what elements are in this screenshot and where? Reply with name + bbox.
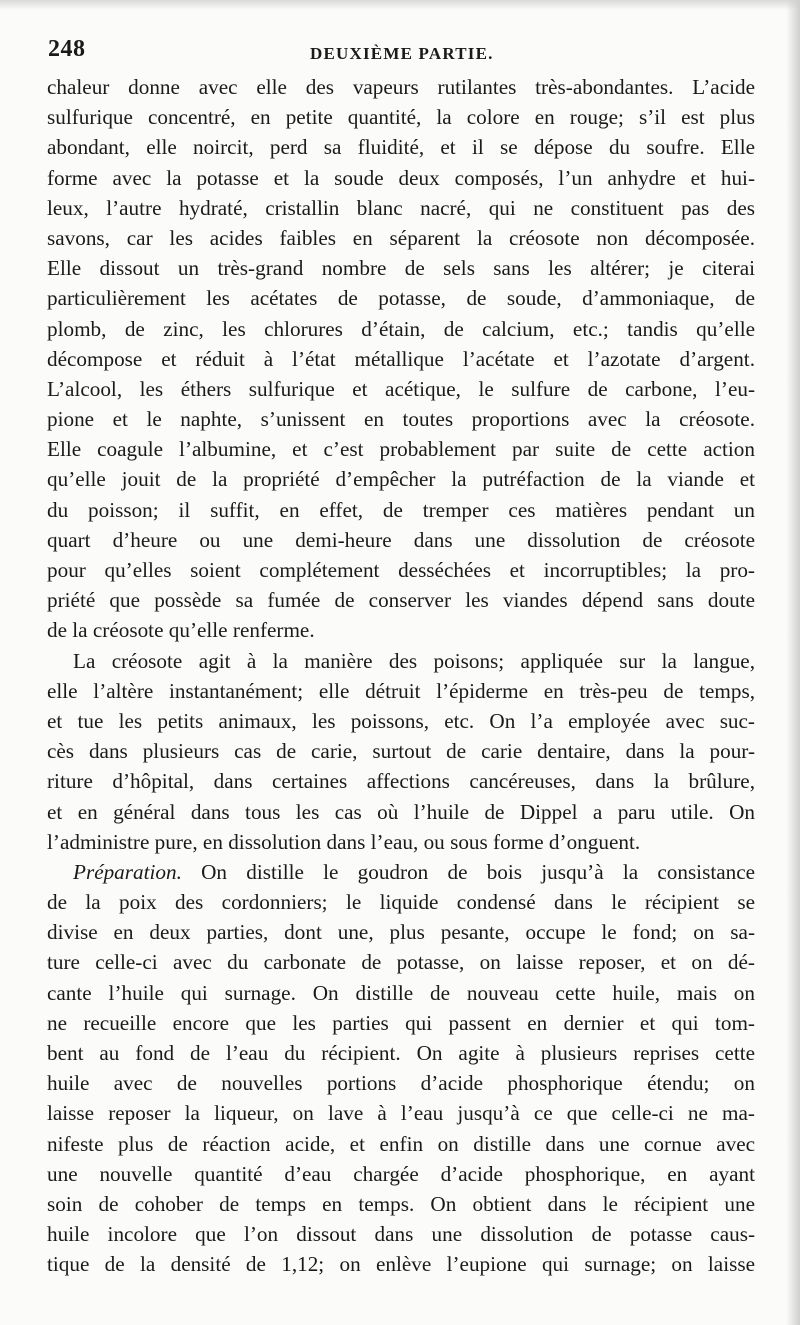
text-line: quart d’heure ou une demi-heure dans une dissolution de créosote	[47, 527, 755, 552]
text-line: leux, l’autre hydraté, cristallin blanc nacré, qui ne constituent pas des	[47, 195, 755, 220]
scan-shadow-top	[0, 0, 800, 10]
running-header	[48, 36, 754, 66]
text-line: riture d’hôpital, dans certaines affections cancéreuses, dans la brûlure,	[47, 769, 755, 794]
text-line: bent au fond de l’eau du récipient. On agite à plusieurs reprises cette	[47, 1041, 755, 1065]
text-line: laisse reposer la liqueur, on lave à l’eau jusqu’à ce que celle-ci ne ma-	[47, 1101, 755, 1126]
text-line: savons, car les acides faibles en séparent la créosote non décomposée.	[47, 225, 755, 250]
text-line: pione et le naphte, s’unissent en toutes proportions avec la créosote.	[47, 407, 755, 432]
text-line: pour qu’elles soient complétement desséchées et incorruptibles; la pro-	[47, 558, 755, 582]
section-lead-word: Préparation.	[73, 859, 182, 884]
text-line: de la poix des cordonniers; le liquide condensé dans le récipient se	[47, 890, 755, 915]
text-line: L’alcool, les éthers sulfurique et acétique, le sulfure de carbone, l’eu-	[47, 376, 755, 401]
text-line: plomb, de zinc, les chlorures d’étain, de calcium, etc.; tandis qu’elle	[47, 316, 755, 341]
text-line: l’administre pure, en dissolution dans l’eau, ou sous forme d’onguent.	[47, 829, 641, 854]
text-line: divise en deux parties, dont une, plus pesante, occupe le fond; on sa-	[47, 920, 755, 945]
text-line: La créosote agit à la manière des poisons; appliquée sur la langue,	[73, 648, 755, 673]
scan-shadow-right	[786, 0, 800, 1325]
text-line: elle l’altère instantanément; elle détruit l’épiderme en très-peu de temps,	[47, 678, 755, 703]
running-title: DEUXIÈME PARTIE.	[310, 44, 494, 63]
text-line: une nouvelle quantité d’eau chargée d’acide phosphorique, en ayant	[47, 1161, 755, 1186]
text-line: particulièrement les acétates de potasse, de soude, d’ammoniaque, de	[47, 286, 755, 311]
text-line: priété que possède sa fumée de conserver les viandes dépend sans doute	[47, 588, 755, 613]
text-line: Elle coagule l’albumine, et c’est probablement par suite de cette action	[47, 437, 755, 462]
text-line: et en général dans tous les cas où l’huile de Dippel a paru utile. On	[47, 799, 755, 824]
text-line: soin de cohober de temps en temps. On obtient dans le récipient une	[47, 1191, 755, 1216]
text-line: sulfurique concentré, en petite quantité, la colore en rouge; s’il est plus	[47, 105, 755, 130]
text-line: qu’elle jouit de la propriété d’empêcher la putréfaction de la viande et	[47, 467, 755, 492]
text-line-lead	[47, 857, 755, 887]
text-line: huile incolore que l’on dissout dans une dissolution de potasse caus-	[47, 1222, 755, 1247]
text-line: tique de la densité de 1,12; on enlève l’eupione qui surnage; on laisse	[47, 1252, 755, 1277]
body-text	[47, 72, 755, 1280]
text-line: Elle dissout un très-grand nombre de sels sans les altérer; je citerai	[47, 256, 755, 281]
text-line: cès dans plusieurs cas de carie, surtout de carie dentaire, dans la pour-	[47, 739, 755, 764]
text-line: ture celle-ci avec du carbonate de potasse, on laisse reposer, et on dé-	[47, 950, 755, 975]
text-line: huile avec de nouvelles portions d’acide phosphorique étendu; on	[47, 1071, 755, 1096]
text-line: et tue les petits animaux, les poissons, etc. On l’a employée avec suc-	[47, 708, 755, 733]
text-line: abondant, elle noircit, perd sa fluidité, et il se dépose du soufre. Elle	[47, 135, 755, 160]
text-line: décompose et réduit à l’état métallique l’acétate et l’azotate d’argent.	[47, 346, 755, 371]
page-number: 248	[48, 36, 86, 62]
text-line: du poisson; il suffit, en effet, de tremper ces matières pendant un	[47, 497, 755, 522]
lead-line-text: On distille le goudron de bois jusqu’à la consistance	[201, 859, 755, 884]
text-line: nifeste plus de réaction acide, et enfin on distille dans une cornue avec	[47, 1131, 755, 1156]
text-line: ne recueille encore que les parties qui passent en dernier et qui tom-	[47, 1010, 755, 1035]
text-line: chaleur donne avec elle des vapeurs rutilantes très-abondantes. L’acide	[47, 75, 755, 99]
text-line: de la créosote qu’elle renferme.	[47, 618, 315, 643]
text-line: forme avec la potasse et la soude deux composés, l’un anhydre et hui-	[47, 165, 755, 190]
text-line: cante l’huile qui surnage. On distille de nouveau cette huile, mais on	[47, 980, 755, 1005]
